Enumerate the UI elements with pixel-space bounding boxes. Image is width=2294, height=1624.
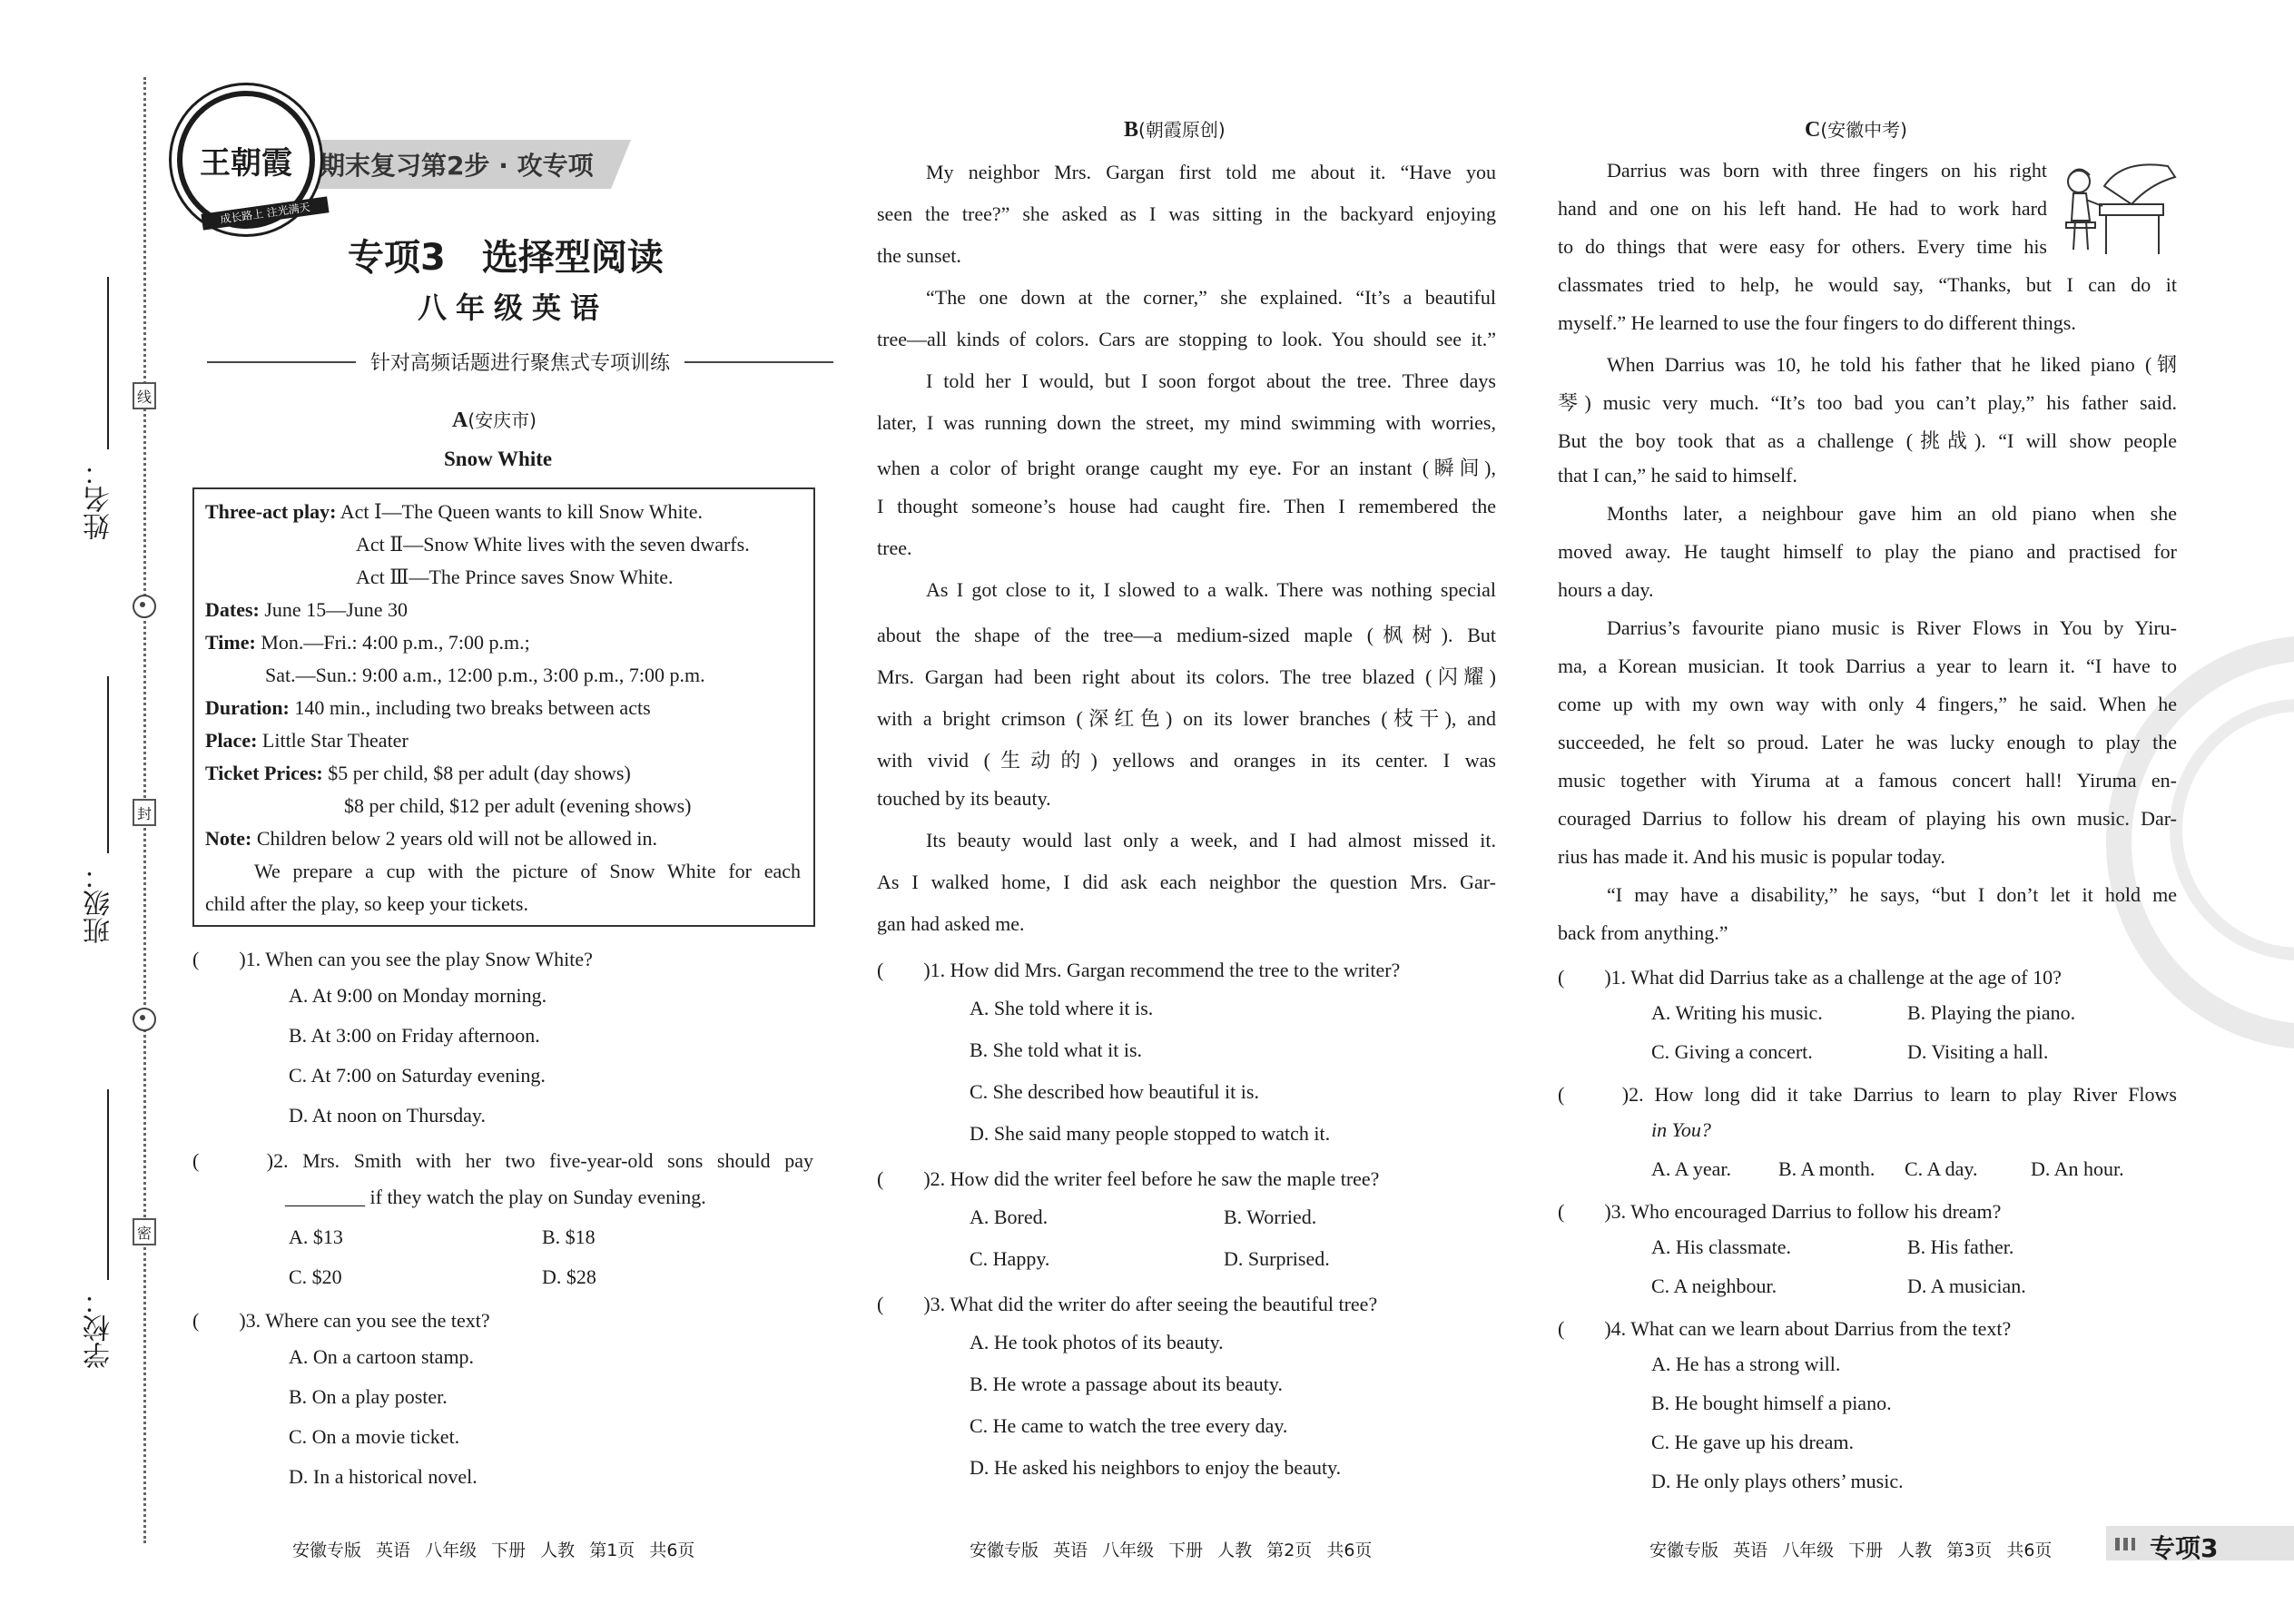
passage-c-line: myself.” He learned to use the four fingers to do different things. bbox=[1558, 311, 2076, 334]
school-label: 学校： bbox=[84, 1287, 115, 1369]
subtitle-row bbox=[207, 348, 833, 376]
option: C. Giving a concert. bbox=[1651, 1040, 1813, 1063]
option: B. He bought himself a piano. bbox=[1651, 1392, 1892, 1414]
option: C. He came to watch the tree every day. bbox=[970, 1414, 1288, 1437]
option: B. A month. bbox=[1778, 1157, 1876, 1180]
option: A. He took photos of its beauty. bbox=[970, 1331, 1224, 1353]
option: D. At noon on Thursday. bbox=[289, 1104, 486, 1127]
passage-c-line: couraged Darrius to follow his dream of playing his own music. Dar- bbox=[1558, 807, 2177, 830]
passage-b-line: tree. bbox=[877, 536, 912, 559]
section-a-source: (安庆市) bbox=[468, 409, 537, 431]
passage-b-line: the sunset. bbox=[877, 244, 961, 267]
class-underline bbox=[107, 676, 109, 853]
passage-c-line: hand and one on his left hand. He had to work hard bbox=[1558, 197, 2047, 220]
logo-text: 王朝霞 bbox=[200, 146, 292, 181]
option: D. In a historical novel. bbox=[289, 1465, 478, 1488]
subtitle-rule-left bbox=[207, 361, 356, 363]
option: B. At 3:00 on Friday afternoon. bbox=[289, 1024, 540, 1047]
poster-line: We prepare a cup with the picture of Snow White for each bbox=[254, 860, 801, 882]
class-label: 班级： bbox=[84, 862, 115, 944]
question-b1: ( )1. How did Mrs. Gargan recommend the tree to the writer? bbox=[877, 959, 1401, 981]
pianist-illustration bbox=[2059, 150, 2181, 266]
option: B. Playing the piano. bbox=[1907, 1001, 2076, 1024]
tab-dots-icon bbox=[2115, 1538, 2135, 1550]
passage-c-line: “I may have a disability,” he says, “but I don’t let it hold me bbox=[1607, 883, 2177, 906]
binding-knot-icon bbox=[133, 595, 156, 618]
passage-c-line: When Darrius was 10, he told his father that he liked piano (钢 bbox=[1607, 353, 2177, 376]
option: A. He has a strong will. bbox=[1651, 1353, 1841, 1375]
section-b-source: (朝霞原创) bbox=[1138, 119, 1226, 141]
passage-c-line: come up with my own way with only 4 fingers,” he said. When he bbox=[1558, 693, 2177, 715]
passage-b-line: with a bright crimson (深红色) on its lower branches (枝干), and bbox=[877, 707, 1496, 730]
poster-line: Dates: June 15—June 30 bbox=[205, 598, 409, 621]
option: D. She said many people stopped to watch it. bbox=[970, 1122, 1331, 1145]
logo-ribbon: 成长路上 注光满天 bbox=[201, 196, 329, 230]
passage-c-line: But the boy took that as a challenge (挑战). “I will show people bbox=[1558, 429, 2177, 452]
passage-c-line: Darrius’s favourite piano music is River Flows in You by Yiru- bbox=[1607, 616, 2177, 639]
footer-page-3: 安徽专版 英语 八年级 下册 人教 第3页 共6页 bbox=[1649, 1540, 2053, 1560]
passage-c-line: rius has made it. And his music is popular today. bbox=[1558, 845, 1945, 868]
option: A. Writing his music. bbox=[1651, 1001, 1823, 1024]
question-a2-cont: ________ if they watch the play on Sunday evening. bbox=[285, 1186, 706, 1208]
option: B. His father. bbox=[1907, 1235, 2014, 1258]
option: A. She told where it is. bbox=[970, 997, 1154, 1019]
option: B. She told what it is. bbox=[970, 1038, 1143, 1061]
poster-line: Place: Little Star Theater bbox=[205, 729, 409, 752]
section-c-source: (安徽中考) bbox=[1820, 119, 1907, 141]
passage-c-line: Darrius was born with three fingers on his right bbox=[1607, 159, 2047, 182]
option: A. On a cartoon stamp. bbox=[289, 1345, 475, 1368]
passage-b-line: with vivid (生动的) yellows and oranges in its center. I was bbox=[877, 749, 1496, 772]
option: C. At 7:00 on Saturday evening. bbox=[289, 1064, 546, 1087]
question-c4: ( )4. What can we learn about Darrius from the text? bbox=[1558, 1317, 2012, 1340]
option: C. On a movie ticket. bbox=[289, 1425, 460, 1448]
poster-line: Sat.—Sun.: 9:00 a.m., 12:00 p.m., 3:00 p.m., 7:00 p.m. bbox=[265, 664, 705, 686]
name-underline bbox=[107, 277, 109, 449]
section-c-heading bbox=[1805, 115, 1907, 143]
option: D. He asked his neighbors to enjoy the beauty. bbox=[970, 1456, 1342, 1479]
passage-c-line: ma, a Korean musician. It took Darrius a year to learn it. “I have to bbox=[1558, 655, 2177, 677]
option: A. At 9:00 on Monday morning. bbox=[289, 984, 547, 1007]
passage-b-line: seen the tree?” she asked as I was sitting in the backyard enjoying bbox=[877, 202, 1496, 225]
grade-subject: 八年级英语 bbox=[418, 290, 609, 325]
passage-b-line: tree—all kinds of colors. Cars are stopping to look. You should see it.” bbox=[877, 328, 1496, 350]
poster-line: Ticket Prices: $5 per child, $8 per adult (day shows) bbox=[205, 762, 631, 784]
seal-tag-secret: 密 bbox=[133, 1218, 156, 1245]
passage-b-line: when a color of bright orange caught my eye. For an instant (瞬间), bbox=[877, 457, 1496, 479]
option: A. A year. bbox=[1651, 1157, 1731, 1180]
passage-c-line: succeeded, he felt so proud. Later he was lucky enough to play the bbox=[1558, 731, 2177, 753]
seal-tag-line: 线 bbox=[133, 382, 156, 409]
poster-line: $8 per child, $12 per adult (evening shows) bbox=[344, 794, 692, 817]
passage-c-line: moved away. He taught himself to play the piano and practised for bbox=[1558, 540, 2177, 563]
binding-knot-icon bbox=[133, 1008, 156, 1031]
poster-line: Act Ⅱ—Snow White lives with the seven dwarfs. bbox=[356, 533, 750, 556]
option: A. His classmate. bbox=[1651, 1235, 1791, 1258]
poster-line: Three-act play: Act Ⅰ—The Queen wants to kill Snow White. bbox=[205, 500, 704, 523]
section-tab-label: 专项3 bbox=[2150, 1533, 2219, 1563]
option: D. Visiting a hall. bbox=[1907, 1040, 2049, 1063]
option: A. $13 bbox=[289, 1225, 343, 1248]
question-a2: ( )2. Mrs. Smith with her two five-year-old sons should pay bbox=[192, 1149, 813, 1172]
question-c3: ( )3. Who encouraged Darrius to follow his dream? bbox=[1558, 1200, 2002, 1223]
poster-line: Act Ⅲ—The Prince saves Snow White. bbox=[356, 566, 674, 588]
passage-b-line: about the shape of the tree—a medium-sized maple (枫树). But bbox=[877, 624, 1496, 646]
option: B. He wrote a passage about its beauty. bbox=[970, 1373, 1283, 1395]
passage-c-line: hours a day. bbox=[1558, 578, 1654, 601]
passage-c-line: Months later, a neighbour gave him an old piano when she bbox=[1607, 502, 2177, 525]
option: C. A neighbour. bbox=[1651, 1275, 1777, 1297]
option: D. A musician. bbox=[1907, 1275, 2026, 1297]
question-b3: ( )3. What did the writer do after seeing the beautiful tree? bbox=[877, 1293, 1378, 1315]
option: C. She described how beautiful it is. bbox=[970, 1080, 1259, 1103]
passage-b-line: My neighbor Mrs. Gargan first told me about it. “Have you bbox=[926, 161, 1496, 183]
poster-line: Duration: 140 min., including two breaks between acts bbox=[205, 696, 651, 719]
passage-c-line: back from anything.” bbox=[1558, 921, 1728, 944]
school-underline bbox=[107, 1089, 109, 1280]
section-a-title: Snow White bbox=[444, 448, 553, 470]
question-c2: ( )2. How long did it take Darrius to learn to play River Flows bbox=[1558, 1083, 2177, 1106]
option: B. Worried. bbox=[1224, 1206, 1317, 1228]
option: D. $28 bbox=[542, 1265, 596, 1288]
option: C. A day. bbox=[1905, 1157, 1978, 1180]
page-title: 专项3 选择型阅读 bbox=[348, 237, 664, 279]
name-label: 姓名： bbox=[84, 458, 115, 540]
passage-b-line: Mrs. Gargan had been right about its colors. The tree blazed (闪耀) bbox=[877, 665, 1496, 688]
passage-b-line: As I got close to it, I slowed to a walk. There was nothing special bbox=[926, 578, 1496, 601]
option: D. An hour. bbox=[2031, 1157, 2124, 1180]
option: A. Bored. bbox=[970, 1206, 1049, 1228]
passage-b-line: I told her I would, but I soon forgot about the tree. Three days bbox=[926, 369, 1496, 392]
question-c2-cont: in You? bbox=[1651, 1118, 1711, 1141]
passage-b-line: As I walked home, I did ask each neighbor the question Mrs. Gar- bbox=[877, 871, 1496, 893]
passage-b-line: “The one down at the corner,” she explained. “It’s a beautiful bbox=[926, 286, 1496, 309]
option: C. Happy. bbox=[970, 1247, 1050, 1270]
passage-b-line: Its beauty would last only a week, and I had almost missed it. bbox=[926, 829, 1496, 851]
poster-line: child after the play, so keep your tickets. bbox=[205, 892, 528, 915]
passage-b-line: later, I was running down the street, my mind swimming with worries, bbox=[877, 411, 1496, 434]
option: C. He gave up his dream. bbox=[1651, 1431, 1854, 1453]
section-b-heading bbox=[1124, 115, 1226, 143]
question-a1: ( )1. When can you see the play Snow White? bbox=[192, 948, 593, 970]
subtitle-rule-right bbox=[684, 361, 833, 363]
passage-c-line: that I can,” he said to himself. bbox=[1558, 464, 1797, 487]
passage-b-line: touched by its beauty. bbox=[877, 787, 1051, 810]
passage-b-line: gan had asked me. bbox=[877, 912, 1025, 935]
option: B. $18 bbox=[542, 1225, 596, 1248]
seal-tag-seal: 封 bbox=[133, 799, 156, 826]
poster-line: Time: Mon.—Fri.: 4:00 p.m., 7:00 p.m.; bbox=[205, 631, 530, 654]
section-c-letter: C bbox=[1805, 118, 1821, 142]
footer-page-1: 安徽专版 英语 八年级 下册 人教 第1页 共6页 bbox=[292, 1540, 695, 1560]
passage-c-line: classmates tried to help, he would say, “Thanks, but I can do it bbox=[1558, 273, 2177, 296]
passage-c-line: 琴) music very much. “It’s too bad you can’t play,” his father said. bbox=[1558, 391, 2177, 414]
section-b-letter: B bbox=[1124, 118, 1139, 142]
question-a3: ( )3. Where can you see the text? bbox=[192, 1309, 490, 1332]
option: D. He only plays others’ music. bbox=[1651, 1470, 1904, 1492]
subtitle: 针对高频话题进行聚焦式专项训练 bbox=[370, 352, 671, 375]
passage-b-line: I thought someone’s house had caught fire. Then I remembered the bbox=[877, 495, 1496, 517]
question-c1: ( )1. What did Darrius take as a challenge at the age of 10? bbox=[1558, 966, 2062, 989]
option: D. Surprised. bbox=[1224, 1247, 1330, 1270]
footer-page-2: 安徽专版 英语 八年级 下册 人教 第2页 共6页 bbox=[970, 1540, 1373, 1560]
option: B. On a play poster. bbox=[289, 1385, 448, 1408]
section-a-heading bbox=[452, 406, 537, 433]
question-b2: ( )2. How did the writer feel before he saw the maple tree? bbox=[877, 1167, 1380, 1190]
banner-text: 期末复习第2步 · 攻专项 bbox=[320, 151, 594, 181]
passage-c-line: music together with Yiruma at a famous concert hall! Yiruma en- bbox=[1558, 769, 2177, 792]
option: C. $20 bbox=[289, 1265, 342, 1288]
passage-c-line: to do things that were easy for others. Every time his bbox=[1558, 235, 2047, 258]
poster-line: Note: Children below 2 years old will not be allowed in. bbox=[205, 827, 657, 850]
section-a-letter: A bbox=[452, 408, 468, 432]
